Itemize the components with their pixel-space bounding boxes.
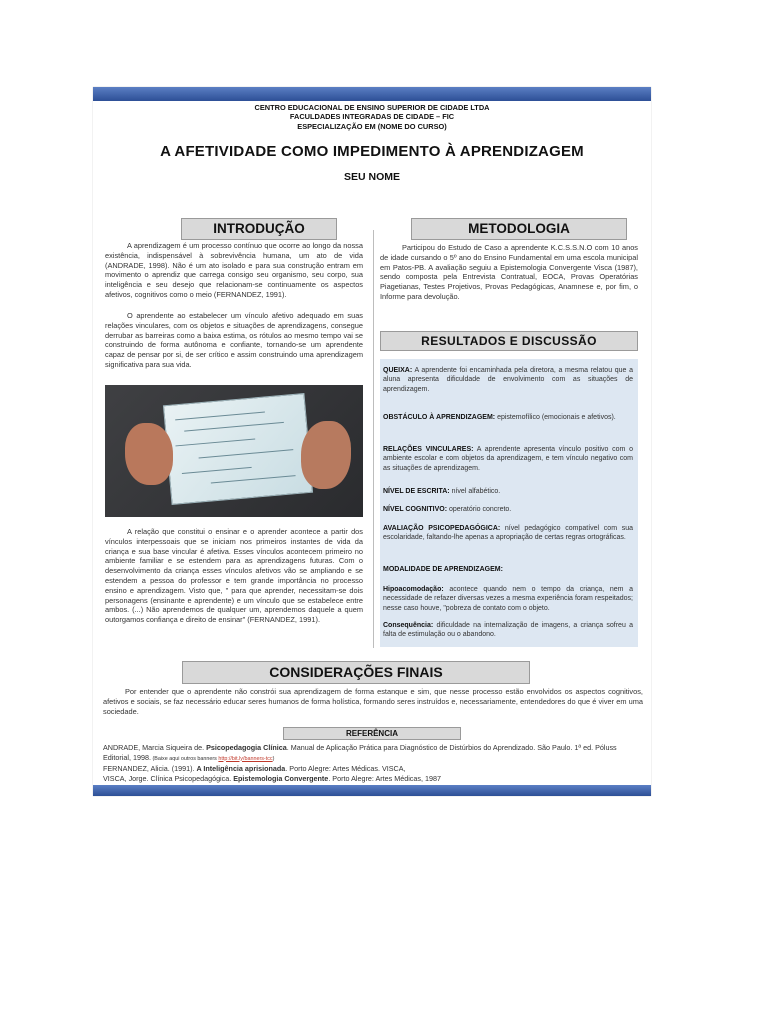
consideracoes-heading: CONSIDERAÇÕES FINAIS [182,661,530,684]
referencia-heading: REFERÊNCIA [283,727,461,740]
resultados-heading: RESULTADOS E DISCUSSÃO [380,331,638,351]
result-relacoes-vinculares: RELAÇÕES VINCULARES: A aprendente apresenta vínculo positivo com o ambiente escolar e com objetos da aprendizagem, e tem vínculo negativo com as situações de aprendizagem. [383,446,633,472]
photo-hands-holding-paper [105,385,363,517]
right-hand [301,421,351,489]
poster-header [93,103,651,183]
result-avaliacao: AVALIAÇÃO PSICOPEDAGÓGICA: nível pedagógico compatível com sua escolaridade, faltando-lhe apenas a apropriação de certas regras ortográficas. [383,525,633,542]
reference-visca: VISCA, Jorge. Clínica Psicopedagógica. Epistemologia Convergente. Porto Alegre: Artes Médicas, 1987 [103,773,441,783]
introducao-paragraph-1: A aprendizagem é um processo contínuo que ocorre ao longo da nossa existência, indispensável à sobrevivência humana, um ato de vida (ANDRADE, 1998). Não é um ato isolado e para sua construção entram em movimento o aprendiz que carrega consigo seu organismo, seu corpo, sua inteligência e seu desejo que relacionam-se continuamente os aspectos afetivos, cognitivos como o meio (FERNANDEZ, 1991). [105,241,363,299]
metodologia-heading: METODOLOGIA [411,218,627,240]
result-modalidade: MODALIDADE DE APRENDIZAGEM: [383,566,503,573]
result-hipoacomodacao: Hipoacomodação: acontece quando nem o tempo da criança, nem a necessidade de refazer diversas vezes a mesma experiência foram respeitados; nesse caso houve, "pobreza de contato com o objeto. [383,586,633,612]
reference-andrade: ANDRADE, Marcia Siqueira de. Psicopedagogia Clínica. Manual de Aplicação Prática para Diagnóstico de Distúrbios do Aprendizado. São Paulo. 1ª ed. Póluss Editorial, 1998. (Baixe aqui outros banners http://bit.ly/banners-tcc) [103,743,617,762]
introducao-paragraph-2: O aprendente ao estabelecer um vínculo afetivo adequado em suas relações vinculares, com os objetos e situações de aprendizagens, consegue derrubar as barreiras como a baixa estima, os rótulos ao mesmo tempo vai se construindo de forma autônoma e confiante, tornando-se um aprendente capaz de pensar por si, de ser crítico e assim construindo uma aprendizagem significativa para sua vida. [105,311,363,369]
institution-line-3: ESPECIALIZAÇÃO EM (NOME DO CURSO) [297,121,447,131]
introducao-paragraph-3: A relação que constitui o ensinar e o aprender acontece a partir dos vínculos interpessoais que se iniciam nos primeiros instantes de vida da criança e sua base vincular é afetiva. Esses vínculos acontecem primeiro no ambiente familiar e se estendem para as aprendizagens futuras. Com o desenvolvimento da criança esses vínculos afetivos vão se ampliando e se estendem a pessoa do professor e tem grande importância no processo ensino e aprendizagem. Visto que, " para que aprender, necessitam-se dois personagens (ensinante e aprendente) e um vínculo que se estabelece entre ambos. (...) Não aprendemos de qualquer um, aprendemos daquele a quem outorgamos confiança e direito de ensinar" (FERNANDEZ, 1991). [105,527,363,625]
references-list [103,743,643,783]
institution-line-1: CENTRO EDUCACIONAL DE ENSINO SUPERIOR DE CIDADE LTDA [254,103,490,112]
left-hand [125,423,173,485]
top-color-bar [93,87,651,101]
result-obstaculo: OBSTÁCULO À APRENDIZAGEM: epistemofílico (emocionais e afetivos). [383,414,616,421]
introducao-heading: INTRODUÇÃO [181,218,337,240]
resultados-box [380,359,638,647]
column-divider [373,230,374,648]
poster [93,87,651,796]
author-name: SEU NOME [343,171,400,184]
result-consequencia: Consequência: dificuldade na internalização de imagens, a criança sofreu a falta de estimulação ou o abandono. [383,622,633,639]
result-nivel-escrita: NÍVEL DE ESCRITA: nível alfabético. [383,488,501,495]
poster-title: A AFETIVIDADE COMO IMPEDIMENTO À APRENDIZAGEM [160,143,584,161]
consideracoes-paragraph: Por entender que o aprendente não constrói sua aprendizagem de forma estanque e sim, que nesse processo estão envolvidos os aspectos cognitivos, afetivos e sociais, se faz necessário educar seres humanos de forma holística, formando seres instruídos e, necessariamente, entendedores do que é viver em uma sociedade. [103,687,643,716]
institution-line-2: FACULDADES INTEGRADAS DE CIDADE – FIC [289,112,455,122]
result-queixa: QUEIXA: A aprendente foi encaminhada pela diretora, a mesma relatou que a aluna apresenta dificuldade de envolvimento com as situações de aprendizagem. [383,367,633,393]
banners-link[interactable]: http://bit.ly/banners-tcc [218,755,273,762]
paper-sheet [163,393,313,505]
reference-fernandez: FERNANDEZ, Alicia. (1991). A Inteligência aprisionada. Porto Alegre: Artes Médicas. VISCA, [103,764,406,774]
result-nivel-cognitivo: NÍVEL COGNITIVO: operatório concreto. [383,506,512,513]
metodologia-paragraph: Participou do Estudo de Caso a aprendente K.C.S.S.N.O com 10 anos de idade cursando o 5º ano do Ensino Fundamental em uma escola municipal em Patos-PB. A avaliação seguiu a Epistemologia Convergente Visca (1987), sendo composta pela Entrevista Contratual, EOCA, Provas Operatórias Piagetianas, Testes Projetivos, Provas Pedagógicas, Anamnese e, por fim, o Informe para devolução. [380,243,638,301]
bottom-color-bar [93,785,651,796]
